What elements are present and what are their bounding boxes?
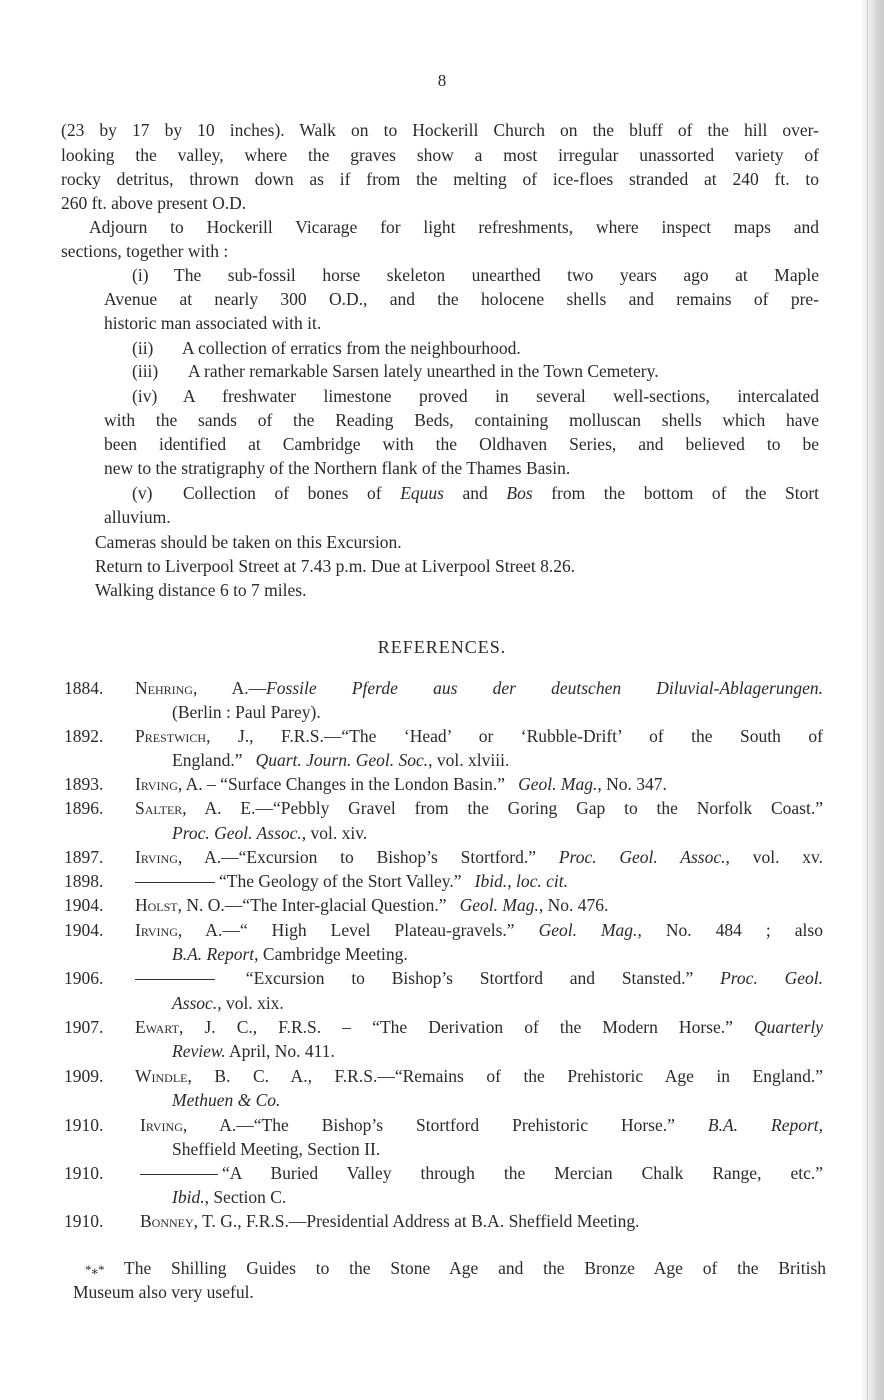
reference-year: 1904.: [64, 920, 104, 940]
text-span: Collection of bones of: [183, 483, 382, 503]
reference-year: 1904.: [64, 895, 104, 915]
journal-name: B.A. Report: [172, 944, 255, 964]
journal-name: Quart. Journ. Geol. Soc.: [255, 750, 429, 770]
dash: —: [255, 798, 273, 818]
journal-name: Proc. Geol.: [720, 968, 823, 988]
item-line: Avenue at nearly 300 O.D., and the holocene shells and remains of pre-: [104, 289, 819, 309]
ditto-rule: [135, 882, 215, 883]
text-span: England.”: [172, 750, 243, 770]
item-line: [183, 481, 819, 505]
text-span: , vol. xiv.: [301, 823, 368, 843]
reference-title: Presidential Address at B.A. Sheffield Meeting.: [306, 1211, 640, 1231]
dash: –: [321, 1017, 373, 1037]
closing-line: Walking distance 6 to 7 miles.: [95, 580, 307, 600]
reference-entry: [135, 724, 823, 748]
text-span: , Cambridge Meeting.: [254, 944, 408, 964]
reference-entry: [135, 1015, 823, 1039]
text-span: , Section C.: [204, 1187, 287, 1207]
reference-continuation: Sheffield Meeting, Section II.: [172, 1139, 381, 1159]
reference-author: Irving, A.: [135, 847, 222, 867]
page-gutter-line: [867, 0, 868, 1400]
reference-year: 1896.: [64, 798, 104, 818]
page-number: 8: [437, 71, 447, 90]
reference-year: 1907.: [64, 1017, 104, 1037]
reference-title: Fossile Pferde aus der deutschen Diluvial-Ablagerungen.: [266, 678, 823, 698]
body-line: (23 by 17 by 10 inches). Walk on to Hockerill Church on the bluff of the hill over-: [61, 120, 819, 140]
item-marker: (v): [132, 483, 153, 503]
dash: —: [288, 1211, 307, 1231]
journal-name: Review.: [172, 1041, 226, 1061]
reference-author: Salter, A. E.: [135, 798, 256, 818]
ditto-rule: [135, 979, 215, 980]
dash: —: [222, 920, 240, 940]
journal-name: Proc. Geol. Assoc.: [172, 823, 302, 843]
dash: —: [248, 678, 267, 698]
item-marker: (iv): [132, 386, 158, 406]
item-marker: (ii): [132, 338, 154, 358]
dash: –: [202, 774, 221, 794]
item-line: A collection of erratics from the neighbourhood.: [182, 338, 521, 358]
reference-year: 1897.: [64, 847, 104, 867]
text-span: ,: [507, 871, 512, 891]
italic-genus: Equus: [400, 483, 444, 503]
reference-author: Holst, N. O.: [135, 895, 225, 915]
reference-continuation: [172, 942, 408, 966]
reference-title: “Pebbly Gravel from the Goring Gap to the Norfolk Coast.”: [272, 798, 823, 818]
reference-author: Irving, A.: [135, 920, 223, 940]
reference-continuation: [172, 1088, 280, 1112]
reference-continuation: [172, 1039, 335, 1063]
reference-year: 1893.: [64, 774, 104, 794]
reference-title: “The Inter-glacial Question.”: [242, 895, 447, 915]
reference-title: “Surface Changes in the London Basin.”: [220, 774, 505, 794]
journal-name: Ibid.: [172, 1187, 205, 1207]
body-line: 260 ft. above present O.D.: [61, 193, 247, 213]
reference-title: “A Buried Valley through the Mercian Chalk Range, etc.”: [222, 1163, 823, 1183]
text-span: , vol. xix.: [217, 993, 284, 1013]
journal-name: Quarterly: [754, 1017, 823, 1037]
reference-year: 1892.: [64, 726, 104, 746]
reference-year: 1884.: [64, 678, 104, 698]
reference-title: “The Bishop’s Stortford Prehistoric Horse.”: [253, 1115, 675, 1135]
reference-author: Bonney, T. G., F.R.S.: [140, 1211, 289, 1231]
reference-title: “Excursion to Bishop’s Stortford.”: [238, 847, 537, 867]
journal-name: B.A. Report: [707, 1115, 819, 1135]
text-span: from the bottom of the Stort: [551, 483, 819, 503]
reference-author: Ewart, J. C., F.R.S.: [135, 1017, 322, 1037]
reference-entry: [135, 845, 823, 869]
reference-year: 1910.: [64, 1115, 104, 1135]
body-line: rocky detritus, thrown down as if from the melting of ice-floes stranded at 240 ft. to: [61, 169, 819, 189]
reference-author: Irving, A.: [140, 1115, 237, 1135]
journal-name: Assoc.: [172, 993, 218, 1013]
closing-line: Return to Liverpool Street at 7.43 p.m. Due at Liverpool Street 8.26.: [95, 556, 576, 576]
reference-entry: [140, 1161, 823, 1185]
reference-year: 1898.: [64, 871, 104, 891]
item-line: historic man associated with it.: [104, 313, 322, 333]
reference-continuation: [172, 991, 284, 1015]
reference-entry: [135, 772, 667, 796]
closing-line: Cameras should be taken on this Excursion.: [95, 532, 402, 552]
item-marker: (iii): [132, 361, 159, 381]
journal-name: Geol. Mag.: [459, 895, 539, 915]
reference-title: “Remains of the Prehistoric Age in England.”: [394, 1066, 823, 1086]
item-marker: (i): [132, 265, 149, 285]
reference-year: 1909.: [64, 1066, 104, 1086]
reference-entry: [135, 966, 823, 990]
reference-year: 1910.: [64, 1163, 104, 1183]
reference-author: Prestwich, J., F.R.S.: [135, 726, 324, 746]
footnote-line: [85, 1256, 826, 1280]
item-line: new to the stratigraphy of the Northern flank of the Thames Basin.: [104, 458, 571, 478]
reference-continuation: [172, 821, 367, 845]
reference-author: Windle, B. C. A., F.R.S.: [135, 1066, 378, 1086]
journal-name: Proc. Geol. Assoc.: [558, 847, 726, 867]
item-line: A rather remarkable Sarsen lately unearthed in the Town Cemetery.: [188, 361, 659, 381]
item-line: The sub-fossil horse skeleton unearthed two years ago at Maple: [174, 265, 819, 285]
text-span: , No. 347.: [597, 774, 667, 794]
dash: —: [236, 1115, 254, 1135]
italic-genus: Bos: [506, 483, 533, 503]
reference-year: 1906.: [64, 968, 104, 988]
asterism-icon: *⁎*: [85, 1262, 105, 1277]
text-span: April, No. 411.: [225, 1041, 335, 1061]
reference-entry: [135, 1064, 823, 1088]
reference-entry: [135, 676, 823, 700]
reference-title: “Excursion to Bishop’s Stortford and Stansted.”: [245, 968, 694, 988]
body-line: Adjourn to Hockerill Vicarage for light refreshments, where inspect maps and: [89, 217, 819, 237]
reference-title: “ High Level Plateau-gravels.”: [239, 920, 515, 940]
item-line: been identified at Cambridge with the Oldhaven Series, and believed to be: [104, 434, 819, 454]
reference-title: “The Geology of the Stort Valley.”: [219, 871, 462, 891]
reference-entry: [135, 893, 608, 917]
body-line: looking the valley, where the graves show a most irregular unassorted variety of: [61, 145, 819, 165]
reference-entry: [135, 796, 823, 820]
text-span: and: [462, 483, 488, 503]
ditto-rule: [140, 1174, 218, 1175]
text-span: , No. 476.: [538, 895, 609, 915]
reference-continuation: (Berlin : Paul Parey).: [172, 702, 321, 722]
reference-title: “The Derivation of the Modern Horse.”: [372, 1017, 733, 1037]
item-line: with the sands of the Reading Beds, containing molluscan shells which have: [104, 410, 819, 430]
footnote-line: Museum also very useful.: [73, 1282, 254, 1302]
journal-name: loc. cit.: [515, 871, 568, 891]
references-heading: REFERENCES.: [377, 637, 507, 657]
item-line: alluvium.: [104, 507, 171, 527]
dash: —: [323, 726, 342, 746]
reference-author: Nehring, A.: [135, 678, 249, 698]
journal-name: Geol. Mag.: [538, 920, 638, 940]
text-span: , No. 484 ; also: [637, 920, 823, 940]
dash: —: [221, 847, 239, 867]
body-line: sections, together with :: [61, 241, 229, 261]
journal-name: Geol. Mag.: [518, 774, 598, 794]
text-span: , vol. xv.: [725, 847, 823, 867]
dash: —: [224, 895, 243, 915]
text-span: The Shilling Guides to the Stone Age and the Bronze Age of the British: [124, 1258, 826, 1278]
reference-entry: [135, 918, 823, 942]
text-span: , vol. xlviii.: [428, 750, 510, 770]
reference-year: 1910.: [64, 1211, 104, 1231]
journal-name: Ibid.: [474, 871, 508, 891]
reference-continuation: [172, 748, 509, 772]
reference-entry: [140, 1113, 823, 1137]
reference-entry: [135, 869, 568, 893]
reference-continuation: [172, 1185, 286, 1209]
text-span: ,: [818, 1115, 823, 1135]
item-line: A freshwater limestone proved in several well-sections, intercalated: [183, 386, 819, 406]
page-edge-shadow: [862, 0, 884, 1400]
dash: —: [377, 1066, 395, 1086]
publisher-name: Methuen & Co.: [172, 1090, 281, 1110]
reference-entry: [140, 1209, 639, 1233]
reference-author: Irving, A.: [135, 774, 203, 794]
reference-title: “The ‘Head’ or ‘Rubble-Drift’ of the South of: [341, 726, 823, 746]
